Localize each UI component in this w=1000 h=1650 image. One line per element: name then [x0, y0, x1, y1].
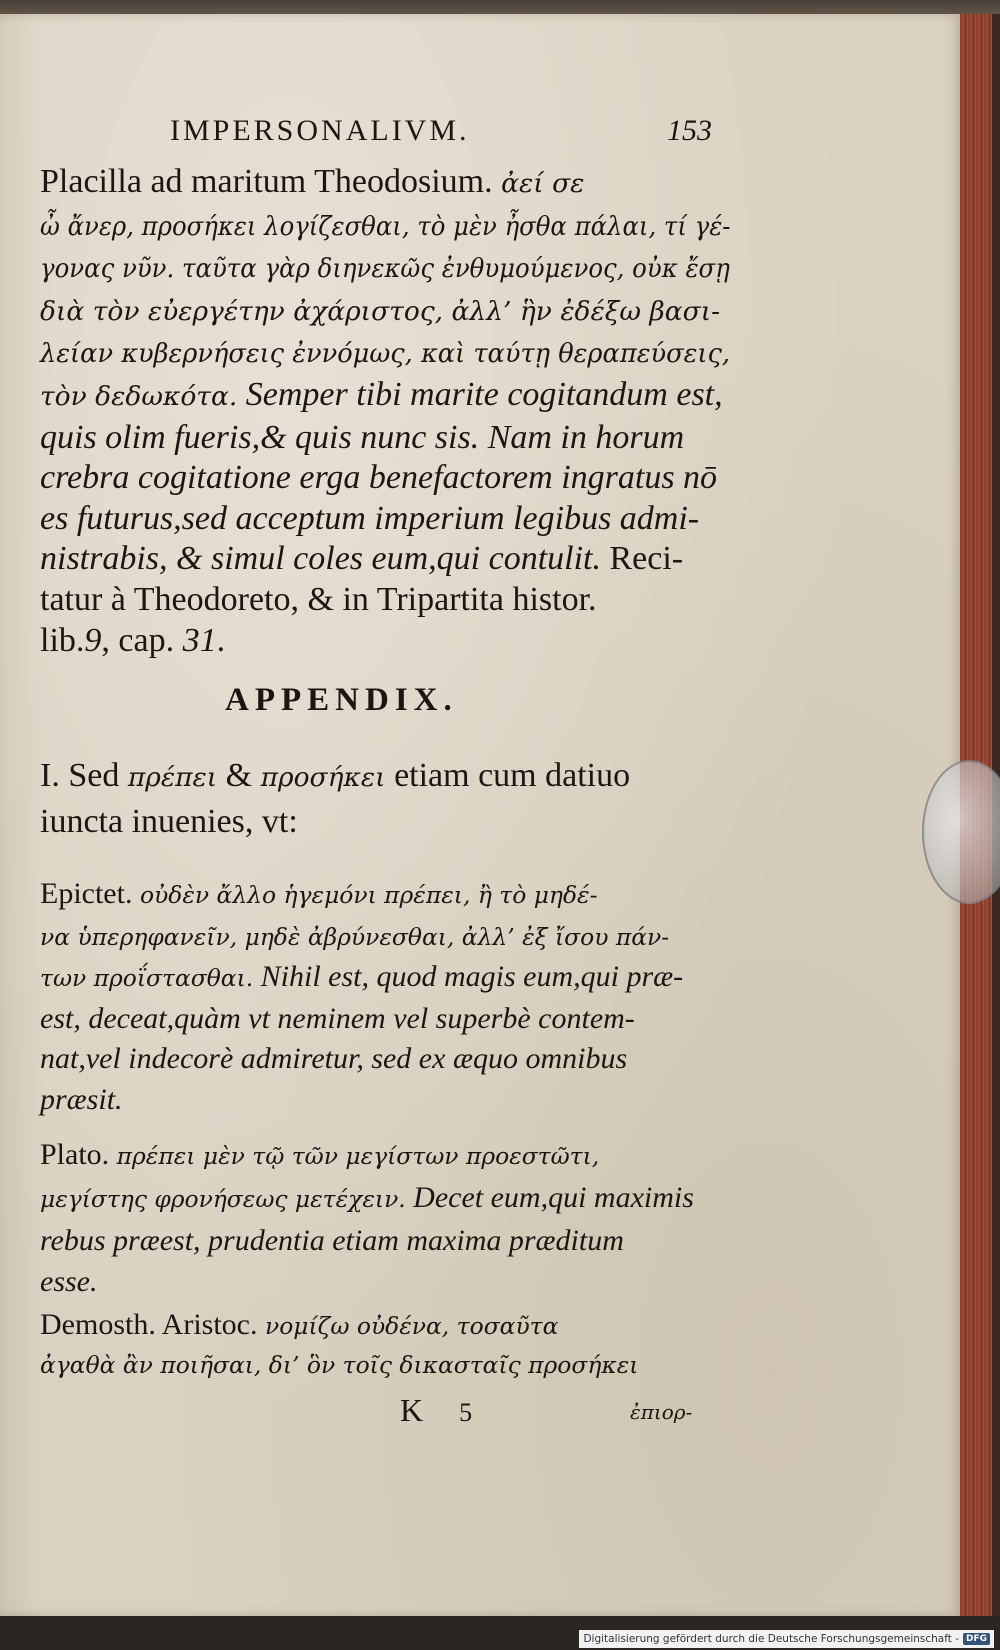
- latin-italic-text: nistrabis, & simul coles eum,qui contulit.: [40, 540, 610, 578]
- latin-italic-text: Nihil est, quod magis eum,qui præ-: [260, 960, 684, 993]
- greek-text: ἀεί σε: [501, 168, 585, 199]
- text-line: [40, 916, 720, 958]
- catchword: ἐπιορ-: [630, 1400, 693, 1424]
- text-line: [40, 874, 720, 916]
- greek-text: πρέπει μὲν τῷ τῶν μεγίστων προεστῶτι,: [116, 1142, 600, 1170]
- text-line: [40, 1306, 720, 1345]
- latin-italic-text: quis olim fueris,& quis nunc sis. Nam in horum: [40, 418, 685, 456]
- text-line: [40, 1177, 720, 1220]
- text-line: [40, 957, 720, 999]
- text-line: [40, 375, 723, 418]
- latin-text: &: [217, 757, 261, 794]
- latin-text: lib.: [40, 621, 85, 659]
- greek-text: οὐδὲν ἄλλο ἡγεμόνι πρέπει, ἢ τὸ μηδέ-: [139, 881, 598, 909]
- latin-text: tatur à Theodoreto, & in Tripartita histor.: [40, 580, 597, 618]
- text-block-plato: [40, 1134, 720, 1302]
- latin-text: I. Sed: [40, 757, 128, 794]
- text-line: [40, 1134, 720, 1177]
- latin-italic-text: 31: [182, 621, 217, 659]
- text-line: [40, 1220, 720, 1261]
- signature-mark: K: [400, 1392, 424, 1428]
- latin-italic-text: esse.: [40, 1265, 98, 1298]
- greek-text: ὦ ἄνερ, προσήκει λογίζεσθαι, τὸ μὲν ἦσθα πάλαι, τί γέ-: [40, 210, 731, 242]
- greek-text: τὸν δεδωκότα.: [40, 380, 246, 412]
- running-head: IMPERSONALIVM.: [170, 114, 470, 147]
- latin-text: Placilla ad maritum Theodosium.: [40, 163, 502, 200]
- text-line: [40, 205, 731, 248]
- text-block-demosth: [40, 1306, 720, 1384]
- greek-text: ἀγαθὰ ἂν ποιῆσαι, δι’ ὃν τοῖς δικασταῖς προσήκει: [40, 1351, 639, 1379]
- appendix-heading: APPENDIX.: [225, 682, 458, 718]
- greek-text: των προΐστασθαι.: [40, 964, 261, 992]
- text-line: [40, 1345, 720, 1384]
- page-header: [0, 114, 720, 148]
- greek-text: μεγίστης φρονήσεως μετέχειν.: [40, 1185, 414, 1213]
- text-line: [40, 999, 720, 1040]
- signature-line: [400, 1392, 730, 1429]
- signature-number: 5: [459, 1398, 473, 1427]
- text-line: [40, 539, 720, 580]
- page-number: 153: [667, 114, 712, 147]
- latin-italic-text: est, deceat,quàm vt neminem vel superbè contem-: [40, 1001, 635, 1035]
- latin-italic-text: 9: [84, 621, 102, 659]
- text-line: [40, 754, 720, 800]
- latin-text: Demosth. Aristoc.: [40, 1308, 265, 1341]
- latin-italic-text: præsit.: [40, 1082, 123, 1116]
- digitization-credit: [579, 1630, 994, 1648]
- text-line: [40, 1080, 720, 1121]
- latin-text: Plato.: [40, 1138, 117, 1171]
- dfg-logo: DFG: [963, 1633, 990, 1645]
- greek-text: προσήκει: [260, 762, 386, 793]
- latin-italic-text: nat,vel indecorè admiretur, sed ex æquo omnibus: [40, 1042, 628, 1075]
- latin-italic-text: rebus præest, prudentia etiam maxima præditum: [40, 1224, 624, 1257]
- latin-text: Reci-: [609, 540, 684, 578]
- greek-text: να ὑπερηφανεῖν, μηδὲ ἀβρύνεσθαι, ἀλλ’ ἐξ ἴσου πάν-: [40, 922, 670, 951]
- latin-italic-text: es futurus,sed acceptum imperium legibus admi-: [40, 499, 700, 537]
- greek-text: πρέπει: [127, 762, 218, 793]
- book-page: [0, 14, 962, 1616]
- latin-text: Epictet.: [40, 877, 140, 910]
- text-line: [40, 580, 720, 621]
- latin-text: iuncta inuenies, vt:: [40, 803, 298, 840]
- greek-text: γονας νῦν. ταῦτα γὰρ διηνεκῶς ἐνθυμούμενος, οὐκ ἔσῃ: [40, 253, 730, 285]
- text-line: [40, 418, 720, 459]
- text-line: [40, 1261, 720, 1302]
- text-line: [40, 800, 720, 844]
- latin-text: , cap.: [101, 621, 183, 659]
- text-line: [40, 499, 720, 540]
- greek-text: νομίζω οὐδένα, τοσαῦτα: [265, 1312, 559, 1340]
- latin-italic-text: Semper tibi marite cogitandum est,: [245, 375, 723, 413]
- latin-italic-text: Decet eum,qui maximis: [413, 1181, 694, 1214]
- greek-text: λείαν κυβερνήσεις ἐννόμως, καὶ ταύτῃ θεραπεύσεις,: [40, 338, 731, 370]
- text-line: [40, 162, 720, 205]
- text-block-placilla: [40, 162, 731, 661]
- latin-text: etiam cum datiuo: [385, 757, 631, 794]
- text-line: [40, 247, 730, 290]
- text-line: [40, 1039, 720, 1080]
- text-block-appendix-intro: [40, 754, 720, 844]
- greek-text: διὰ τὸν εὐεργέτην ἀχάριστος, ἀλλ’ ἣν ἐδέξω βασι-: [40, 295, 721, 327]
- latin-text: .: [216, 621, 226, 659]
- text-block-epictet: [40, 874, 720, 1120]
- text-line: [40, 458, 720, 499]
- credit-text: Digitalisierung gefördert durch die Deutsche Forschungsgemeinschaft -: [583, 1633, 959, 1645]
- latin-italic-text: crebra cogitatione erga benefactorem ingratus nō: [40, 459, 718, 497]
- text-line: [40, 332, 731, 375]
- text-line: [40, 621, 720, 662]
- text-line: [40, 290, 720, 333]
